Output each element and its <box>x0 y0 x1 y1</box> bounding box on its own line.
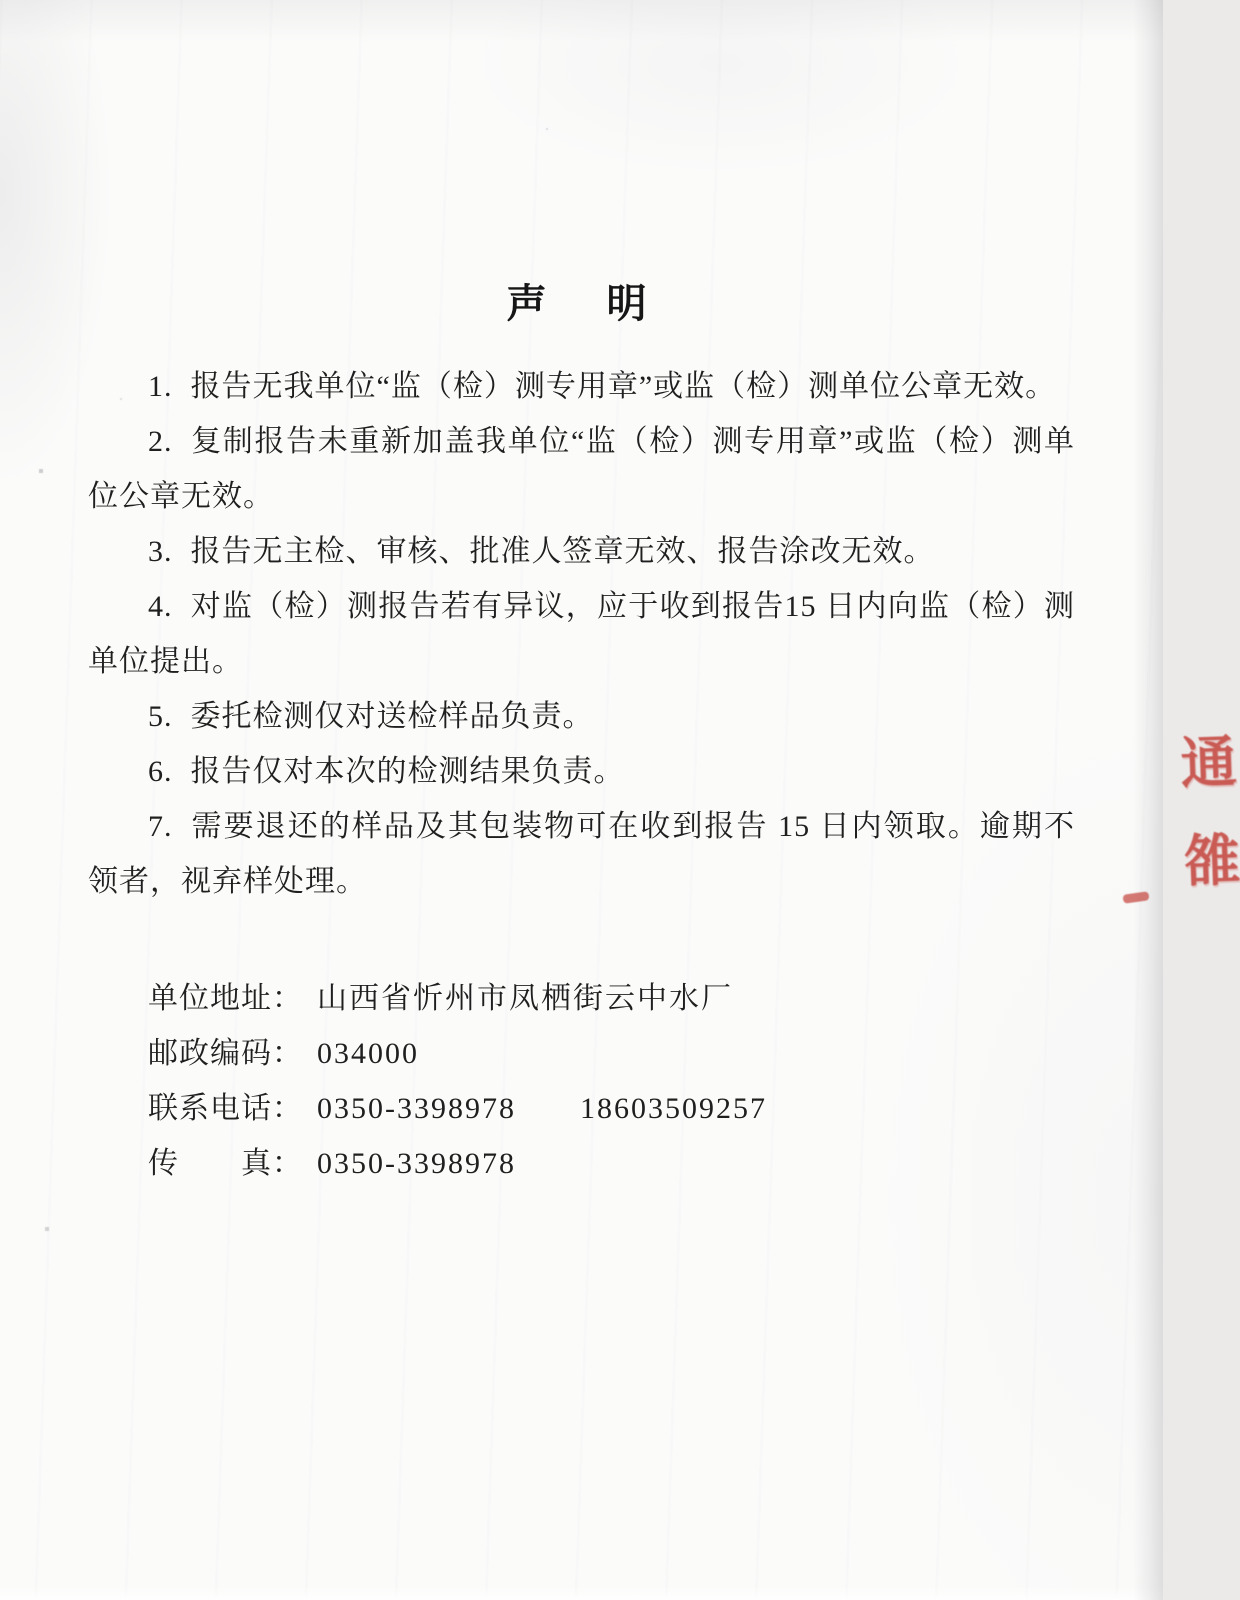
contact-label: 传 真： <box>148 1147 303 1180</box>
item-text: 复制报告未重新加盖我单位“监（检）测专用章”或监（检）测单位公章无效。 <box>88 425 1075 513</box>
declaration-item-5 <box>88 689 1075 744</box>
item-number: 7. <box>148 810 173 843</box>
item-text: 对监（检）测报告若有异议，应于收到报告15 日内向监（检）测单位提出。 <box>88 590 1075 678</box>
declaration-item-6 <box>88 744 1075 799</box>
item-text: 委托检测仅对送检样品负责。 <box>190 700 594 733</box>
item-number: 1. <box>148 370 173 403</box>
item-number: 2. <box>148 425 173 458</box>
contact-row-address <box>148 971 1075 1026</box>
declaration-item-1 <box>88 359 1075 414</box>
contact-row-fax <box>148 1136 1075 1191</box>
contact-value: 034000 <box>317 1037 419 1070</box>
contact-value: 山西省忻州市凤栖街云中水厂 <box>317 982 733 1015</box>
item-text: 报告无主检、审核、批准人签章无效、报告涂改无效。 <box>190 535 935 568</box>
contact-row-phone <box>148 1081 1075 1136</box>
declaration-item-2 <box>88 414 1075 524</box>
contact-label: 联系电话： <box>148 1092 303 1125</box>
contact-value: 0350-3398978 <box>317 1147 516 1180</box>
item-text: 报告无我单位“监（检）测专用章”或监（检）测单位公章无效。 <box>190 370 1057 403</box>
declaration-item-4 <box>88 579 1075 689</box>
item-number: 4. <box>148 590 173 623</box>
contact-info <box>88 971 1075 1191</box>
item-text: 报告仅对本次的检测结果负责。 <box>190 755 625 788</box>
contact-row-postcode <box>148 1026 1075 1081</box>
declaration-item-7 <box>88 799 1075 909</box>
item-text: 需要退还的样品及其包装物可在收到报告 15 日内领取。逾期不领者，视弃样处理。 <box>88 810 1075 898</box>
declaration-item-3 <box>88 524 1075 579</box>
item-number: 5. <box>148 700 173 733</box>
item-number: 3. <box>148 535 173 568</box>
declaration-items <box>88 359 1075 909</box>
item-number: 6. <box>148 755 173 788</box>
page-title: 声 明 <box>506 281 657 326</box>
scan-specks <box>0 0 2 2</box>
red-seal-fragment: 通雒 <box>1171 731 1240 930</box>
contact-label: 邮政编码： <box>148 1037 303 1070</box>
contact-value: 0350-3398978 18603509257 <box>317 1092 767 1125</box>
contact-label: 单位地址： <box>148 982 303 1015</box>
